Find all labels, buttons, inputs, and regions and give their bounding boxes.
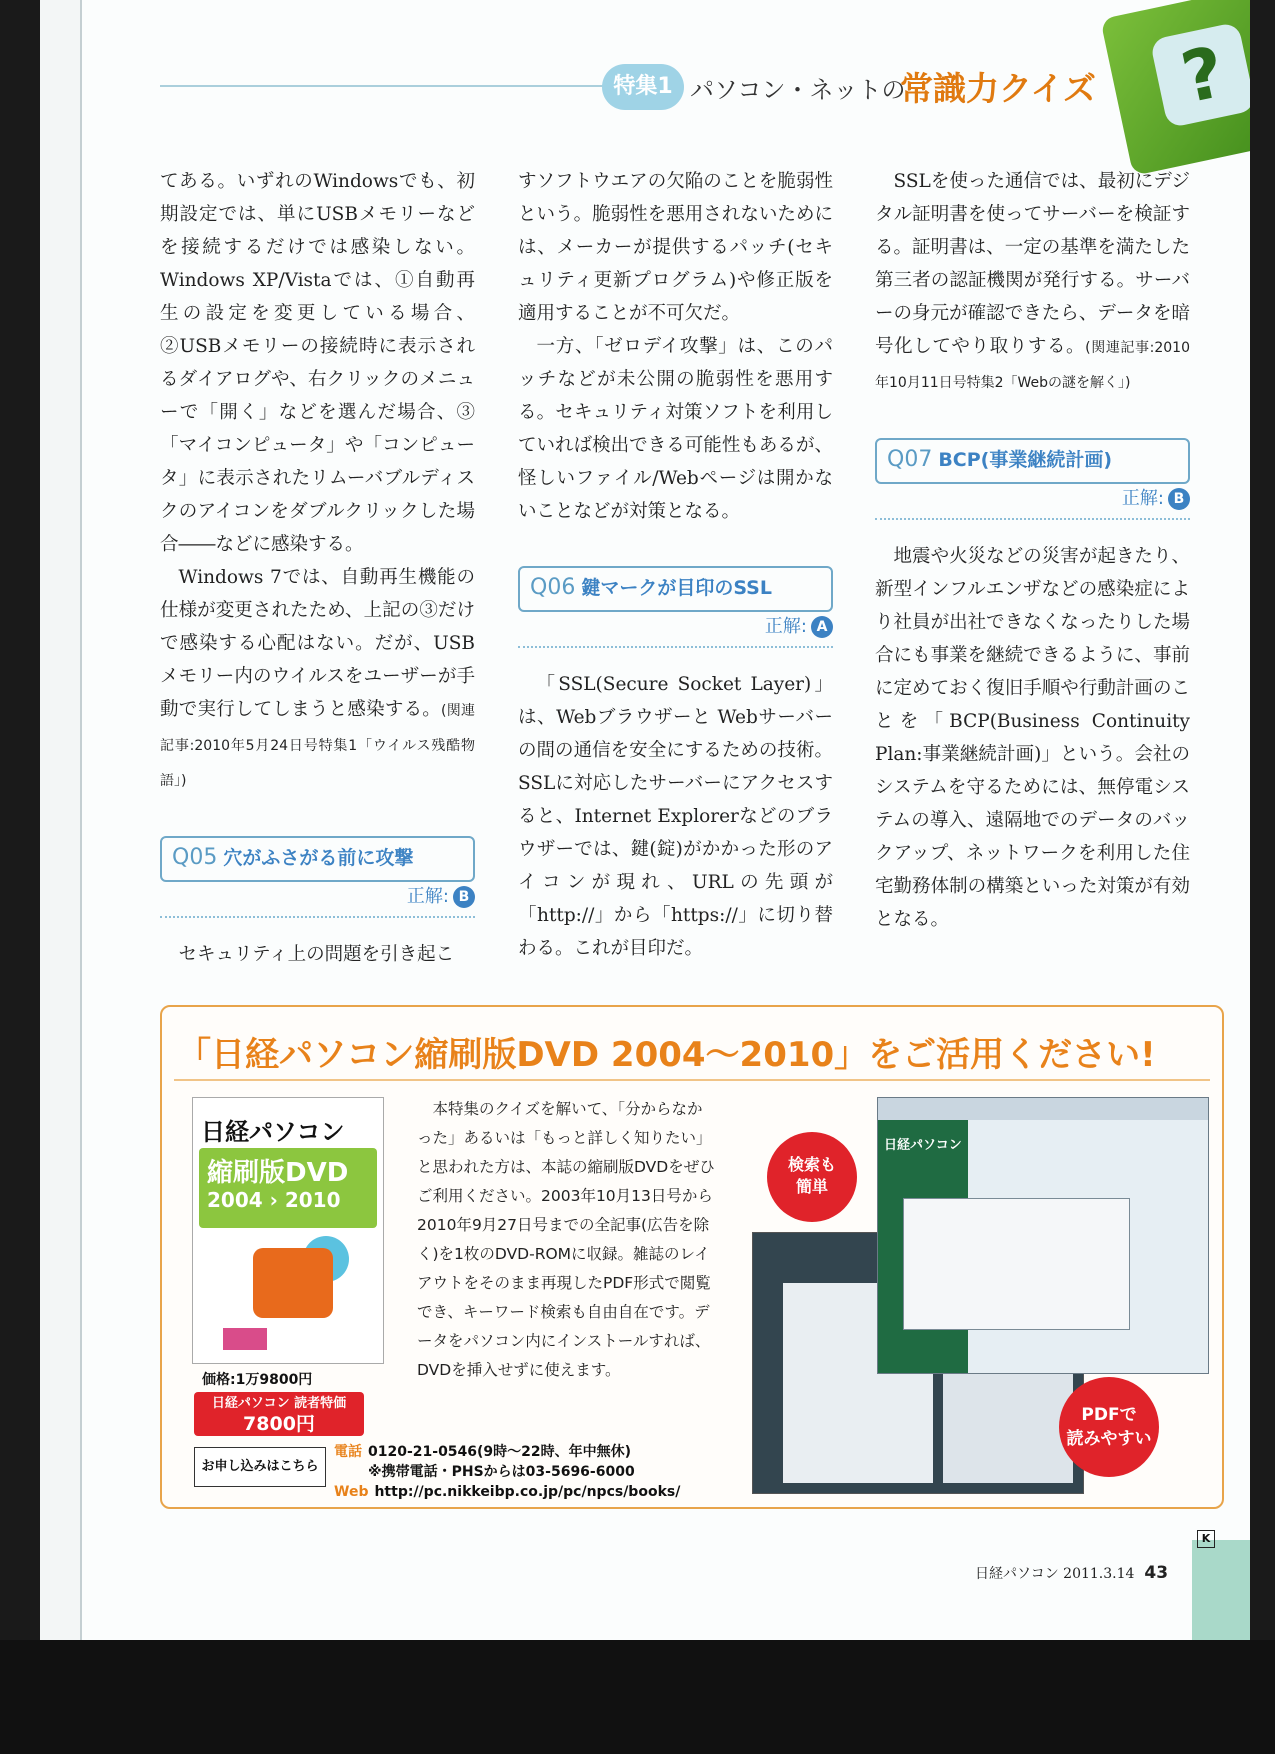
dvd-label-band <box>199 1148 377 1228</box>
ad-paragraph: 本特集のクイズを解いて、「分からなかった」あるいは「もっと詳しく知りたい」と思われた方は、本誌の縮刷版DVDをぜひご利用ください。2003年10月13日号から2010年9月27日号までの全記事(広告を除く)を1枚のDVD-ROMに収録。雑誌のレイアウトをそのまま再現したPDF形式で閲覧でき、キーワード検索も自由自在です。データをパソコン内にインストールすれば、DVDを挿入せずに使えます。 <box>417 1100 715 1379</box>
paragraph: 「SSL(Secure Socket Layer)」は、Webブラウザーと Webサーバーの間の通信を安全にするための技術。SSLに対応したサーバーにアクセスすると、Internet Explorerなどのブラウザーでは、鍵(錠)がかかった形のアイコンが現れ、URLの先頭が「http://」から「https://」に切り替わる。これが目印だ。 <box>518 674 833 959</box>
dvd-label-years: 2004 › 2010 <box>207 1188 341 1212</box>
q07-heading <box>875 438 1190 484</box>
answer-mark: A <box>811 616 833 638</box>
paragraph: てある。いずれのWindowsでも、初期設定では、単にUSBメモリーなどを接続するだけでは感染しない。Windows XP/Vistaでは、①自動再生の設定を変更している場合、②USBメモリーの接続時に表示されるダイアログや、右クリックのメニューで「開く」などを選んだ場合、③「マイコンピュータ」や「コンピュータ」に表示されたリムーバブルディスクのアイコンをダブルクリックした場合――などに感染する。 <box>160 171 475 555</box>
page-footer <box>975 1563 1168 1583</box>
related-article-ref: (関連記事:2010年5月24日号特集1「ウイルス残酷物語」) <box>160 703 475 789</box>
order-label: お申し込みはこちら <box>194 1447 326 1487</box>
question-title: 穴がふさがる前に攻撃 <box>223 847 414 869</box>
special-price: 7800円 <box>243 1413 315 1435</box>
question-number: Q07 <box>887 447 933 472</box>
dvd-package-image <box>192 1097 384 1364</box>
page-number: 43 <box>1144 1563 1169 1583</box>
q05-answer <box>160 882 475 918</box>
tel-number: 0120-21-0546(9時〜22時、年中無休) <box>368 1444 632 1460</box>
mobile-number: ※携帯電話・PHSからは03-5696-6000 <box>368 1464 635 1480</box>
question-number: Q06 <box>530 575 576 600</box>
callout-line: 検索も <box>787 1155 836 1174</box>
page-gutter <box>40 0 80 1640</box>
scan-background <box>0 1640 1275 1754</box>
answer-label: 正解: <box>406 886 449 907</box>
header-rule <box>160 85 610 87</box>
ad-title: 「日経パソコン縮刷版DVD 2004〜2010」をご活用ください! <box>177 1035 1156 1075</box>
search-dialog <box>903 1198 1130 1330</box>
paragraph: 一方、「ゼロデイ攻撃」は、このパッチなどが未公開の脆弱性を悪用する。セキュリティ対策ソフトを利用していれば検出できる可能性もあるが、怪しいファイル/Webページは開かないことなどが対策となる。 <box>518 336 833 522</box>
callout-line: 簡単 <box>795 1177 828 1196</box>
ad-divider <box>174 1079 1210 1081</box>
header-title: 常識力クイズ <box>900 69 1097 108</box>
contact-info <box>334 1442 680 1502</box>
paragraph: セキュリティ上の問題を引き起こ <box>178 944 455 965</box>
dvd-advertisement <box>160 1005 1224 1509</box>
question-title: BCP(事業継続計画) <box>938 449 1113 471</box>
answer-mark: B <box>453 886 475 908</box>
window-toolbar <box>878 1098 1208 1120</box>
dvd-label-title: 縮刷版DVD <box>207 1158 349 1188</box>
regular-price: 価格:1万9800円 <box>202 1372 313 1388</box>
callout-search <box>767 1132 857 1222</box>
column-3 <box>875 165 1190 936</box>
gutter-line <box>80 0 82 1640</box>
label-maker-icon <box>253 1248 333 1318</box>
q06-heading <box>518 566 833 612</box>
k-mark-icon: K <box>1197 1530 1215 1548</box>
q07-answer <box>875 484 1190 520</box>
answer-label: 正解: <box>1121 488 1164 509</box>
paragraph: すソフトウエアの欠陥のことを脆弱性という。脆弱性を悪用されないためには、メーカーが提供するパッチ(セキュリティ更新プログラム)や修正版を適用することが不可欠だ。 <box>518 171 833 324</box>
q06-answer <box>518 612 833 648</box>
tel-label: 電話 <box>334 1444 362 1460</box>
dvd-brand: 日経パソコン <box>201 1118 345 1146</box>
label-tag-icon <box>223 1328 267 1350</box>
special-price-box <box>194 1392 364 1436</box>
footer-magazine: 日経パソコン 2011.3.14 <box>975 1566 1135 1582</box>
header-subtitle: パソコン・ネットの <box>690 76 906 104</box>
column-2 <box>518 165 833 965</box>
screenshot-logo: 日経パソコン <box>884 1138 962 1153</box>
page-edge-tab <box>1192 1540 1250 1640</box>
question-number: Q05 <box>172 845 218 870</box>
question-title: 鍵マークが目印のSSL <box>581 577 772 599</box>
column-1 <box>160 165 475 971</box>
answer-mark: B <box>1168 488 1190 510</box>
q05-heading <box>160 836 475 882</box>
web-label: Web <box>334 1484 369 1500</box>
callout-line: 読みやすい <box>1066 1429 1152 1449</box>
magazine-page <box>40 0 1250 1640</box>
callout-pdf <box>1059 1377 1159 1477</box>
special-price-label: 日経パソコン 読者特価 <box>211 1396 347 1411</box>
search-screenshot <box>877 1097 1209 1374</box>
paragraph: 地震や火災などの災害が起きたり、新型インフルエンザなどの感染症により社員が出社できなくなったりした場合にも事業を継続できるように、事前に定めておく復旧手順や行動計画のことを「BCP(Business Continuity Plan:事業継続計画)」という。会社のシステムを守るためには、無停電システムの導入、遠隔地でのデータのバックアップ、ネットワークを利用した住宅勤務体制の構築といった対策が有効となる。 <box>875 546 1190 930</box>
callout-line: PDFで <box>1081 1405 1137 1425</box>
paragraph: SSLを使った通信では、最初にデジタル証明書を使ってサーバーを検証する。証明書は、一定の基準を満たした第三者の認証機関が発行する。サーバーの身元が確認できたら、データを暗号化してやり取りする。 <box>875 171 1190 357</box>
feature-badge: 特集1 <box>602 64 684 110</box>
paragraph: Windows 7では、自動再生機能の仕様が変更されたため、上記の③だけで感染する心配はない。だが、USBメモリー内のウイルスをユーザーが手動で実行してしまうと感染する。 <box>160 567 475 720</box>
question-mark-icon: ? <box>1150 22 1250 129</box>
answer-label: 正解: <box>764 616 807 637</box>
related-article-ref: (関連記事:2010年10月11日号特集2「Webの謎を解く」) <box>875 340 1190 391</box>
web-url: http://pc.nikkeibp.co.jp/pc/npcs/books/ <box>374 1484 681 1500</box>
ad-body <box>417 1095 717 1385</box>
